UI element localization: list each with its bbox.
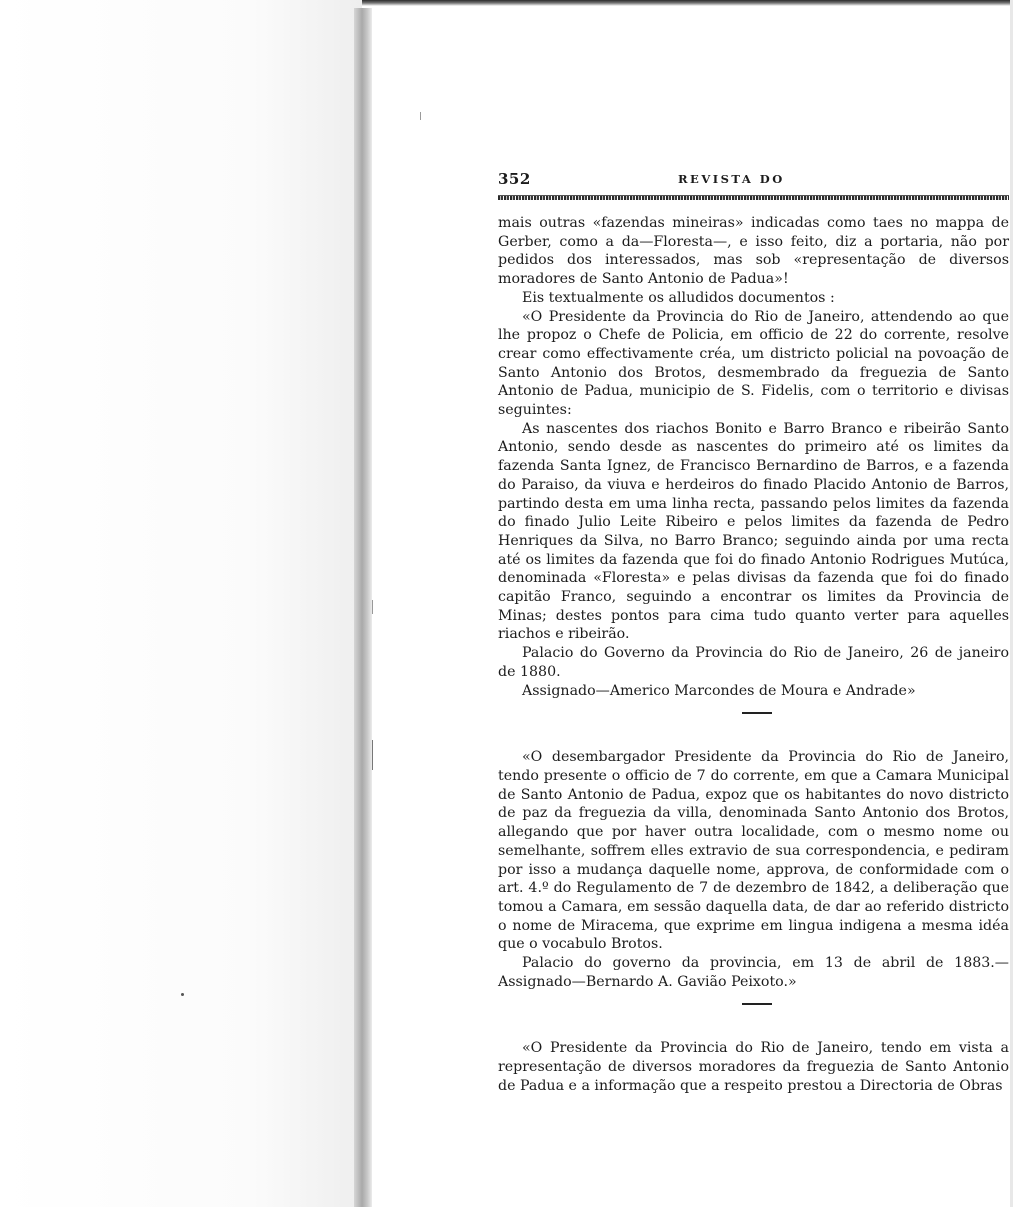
paragraph: Palacio do Governo da Provincia do Rio de Janeiro, 26 de janeiro de 1880. bbox=[498, 645, 1009, 680]
body-text bbox=[498, 214, 1009, 1096]
paragraph: mais outras «fazendas mineiras» indicadas como taes no mappa de Gerber, como a da—Floresta—, e isso feito, diz a portaria, não por pedidos dos interessados, mas sob «representação de diversos moradores de Santo Antonio de Padua»! bbox=[498, 215, 1009, 288]
scan-mark bbox=[420, 112, 421, 120]
paragraph: «O desembargador Presidente da Provincia do Rio de Janeiro, tendo presente o officio de 7 do corrente, em que a Camara Municipal de Santo Antonio de Padua, expoz que os habitantes do novo districto de paz da freguezia da villa, denominada Santo Antonio dos Brotos, allegando que por haver outra localidade, com o mesmo nome ou semelhante, soffrem elles extravio de sua correspondencia, e pediram por isso a mudança daquelle nome, approva, de conformidade com o art. 4.º do Regulamento de 7 de dezembro de 1842, a deliberação que tomou a Camara, em sessão daquella data, de dar ao referido districto o nome de Miracema, que exprime em lingua indigena a mesma idéa que o vocabulo Brotos. bbox=[498, 749, 1009, 953]
paragraph: «O Presidente da Provincia do Rio de Janeiro, tendo em vista a representação de diversos moradores da freguezia de Santo Antonio de Padua e a informação que a respeito prestou a Directoria de Obras bbox=[498, 1040, 1009, 1094]
section-separator bbox=[742, 712, 772, 714]
scan-mark bbox=[372, 740, 373, 770]
paragraph: Palacio do governo da provincia, em 13 de abril de 1883.—Assignado—Bernardo A. Gavião Peixoto.» bbox=[498, 955, 1009, 990]
running-head bbox=[498, 170, 1009, 192]
page-top-edge bbox=[362, 0, 1013, 6]
paragraph: As nascentes dos riachos Bonito e Barro Branco e ribeirão Santo Antonio, sendo desde as nascentes do primeiro até os limites da fazenda Santa Ignez, de Francisco Bernardino de Barros, e a fazenda do Paraiso, da viuva e herdeiros do finado Placido Antonio de Barros, partindo desta em uma linha recta, passando pelos limites da fazenda do finado Julio Leite Ribeiro e pelos limites da fazenda de Pedro Henriques da Silva, no Barro Branco; seguindo ainda por uma recta até os limites da fazenda que foi do finado Antonio Rodrigues Mutúca, denominada «Floresta» e pelas divisas da fazenda que foi do finado capitão Franco, seguindo a encontrar os limites da Provincia de Minas; destes pontos para cima tudo quanto verter para aquelles riachos e ribeirão. bbox=[498, 420, 1009, 643]
running-title: REVISTA DO bbox=[678, 172, 785, 186]
header-rule bbox=[498, 195, 1009, 200]
section-separator bbox=[742, 1003, 772, 1005]
signature-line: Assignado—Americo Marcondes de Moura e Andrade» bbox=[522, 682, 916, 699]
paragraph: «O Presidente da Provincia do Rio de Janeiro, attendendo ao que lhe propoz o Chefe de Policia, em officio de 22 do corrente, resolve crear como effectivamente créa, um districto policial na povoação de Santo Antonio dos Brotos, desmembrado da freguezia de Santo Antonio de Padua, municipio de S. Fidelis, com o territorio e divisas seguintes: bbox=[498, 308, 1009, 419]
scan-mark bbox=[372, 600, 373, 614]
page-number: 352 bbox=[498, 170, 531, 188]
paragraph: Eis textualmente os alludidos documentos : bbox=[522, 289, 835, 306]
dust-speck bbox=[181, 993, 184, 996]
document-page bbox=[498, 170, 1009, 1096]
left-page-margin bbox=[0, 0, 362, 1207]
book-binding-shadow bbox=[354, 8, 372, 1207]
